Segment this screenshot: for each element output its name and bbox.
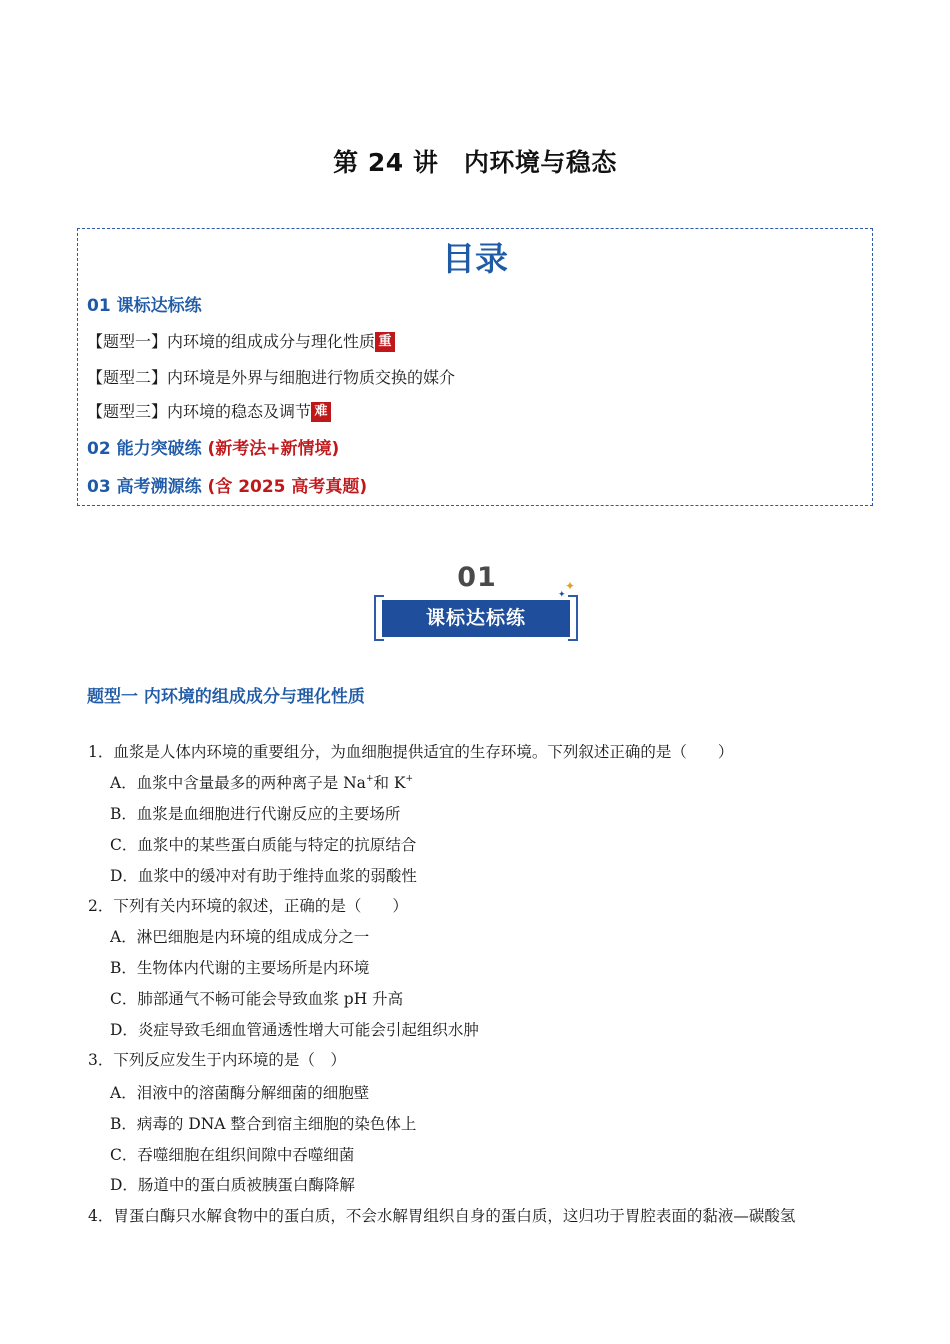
question-3-option-c[interactable]: C．吞噬细胞在组织间隙中吞噬细菌: [110, 1146, 355, 1164]
question-2-stem: 2．下列有关内环境的叙述，正确的是（ ）: [88, 897, 408, 915]
question-2-option-c[interactable]: C．肺部通气不畅可能会导致血浆 pH 升高: [110, 990, 404, 1008]
difficult-tag: 难: [311, 402, 331, 422]
question-4-stem: 4．胃蛋白酶只水解食物中的蛋白质，不会水解胃组织自身的蛋白质，这归功于胃腔表面的黏液—碳酸氢: [88, 1207, 796, 1225]
toc-section-3-label: 03 高考溯源练: [87, 477, 208, 497]
toc-section-2[interactable]: [87, 434, 339, 459]
table-of-contents: [77, 228, 873, 506]
question-1-option-d[interactable]: D．血浆中的缓冲对有助于维持血浆的弱酸性: [110, 867, 417, 885]
sparkle-small-icon: ✦: [558, 590, 566, 600]
section-title: 题型一 内环境的组成成分与理化性质: [87, 687, 365, 707]
question-3-stem: 3．下列反应发生于内环境的是（ ）: [88, 1051, 346, 1069]
question-2-option-d[interactable]: D．炎症导致毛细血管通透性增大可能会引起组织水肿: [110, 1021, 479, 1039]
question-2-option-a[interactable]: A．淋巴细胞是内环境的组成成分之一: [110, 928, 370, 946]
toc-item-label: 【题型三】内环境的稳态及调节: [87, 402, 312, 421]
sparkle-icon: ✦: [565, 579, 576, 593]
section-badge: [372, 562, 582, 644]
question-1-option-c[interactable]: C．血浆中的某些蛋白质能与特定的抗原结合: [110, 836, 417, 854]
key-point-tag: 重: [375, 332, 395, 352]
question-3-option-b[interactable]: B．病毒的 DNA 整合到宿主细胞的染色体上: [110, 1115, 417, 1133]
toc-section-1[interactable]: 01 课标达标练: [87, 296, 202, 316]
badge-label: 课标达标练: [382, 600, 570, 637]
toc-section-2-label: 02 能力突破练: [87, 439, 208, 459]
question-2-option-b[interactable]: B．生物体内代谢的主要场所是内环境: [110, 959, 370, 977]
option-text: 和 K: [373, 774, 406, 792]
document-title: 第 24 讲 内环境与稳态: [333, 148, 617, 177]
badge-number: 01: [457, 562, 497, 593]
toc-section-3[interactable]: [87, 472, 367, 497]
option-text: A．血浆中含量最多的两种离子是 Na: [110, 774, 366, 792]
question-1-option-a[interactable]: [110, 771, 413, 793]
toc-item-type-1[interactable]: [87, 329, 395, 352]
superscript-plus: +: [405, 774, 414, 784]
toc-item-label: 【题型二】内环境是外界与细胞进行物质交换的媒介: [87, 368, 456, 387]
question-1-option-b[interactable]: B．血浆是血细胞进行代谢反应的主要场所: [110, 805, 401, 823]
toc-item-type-2[interactable]: [87, 365, 455, 388]
superscript-plus: +: [365, 774, 374, 784]
toc-item-label: 【题型一】内环境的组成成分与理化性质: [87, 332, 376, 351]
toc-section-2-note: (新考法+新情境): [207, 439, 340, 459]
question-3-option-a[interactable]: A．泪液中的溶菌酶分解细菌的细胞壁: [110, 1084, 370, 1102]
toc-heading: 目录: [442, 239, 508, 278]
question-1-stem: 1．血浆是人体内环境的重要组分，为血细胞提供适宜的生存环境。下列叙述正确的是（ ）: [88, 743, 734, 761]
toc-item-type-3[interactable]: [87, 399, 331, 422]
question-3-option-d[interactable]: D．肠道中的蛋白质被胰蛋白酶降解: [110, 1176, 355, 1194]
toc-section-3-note: (含 2025 高考真题): [207, 477, 368, 497]
